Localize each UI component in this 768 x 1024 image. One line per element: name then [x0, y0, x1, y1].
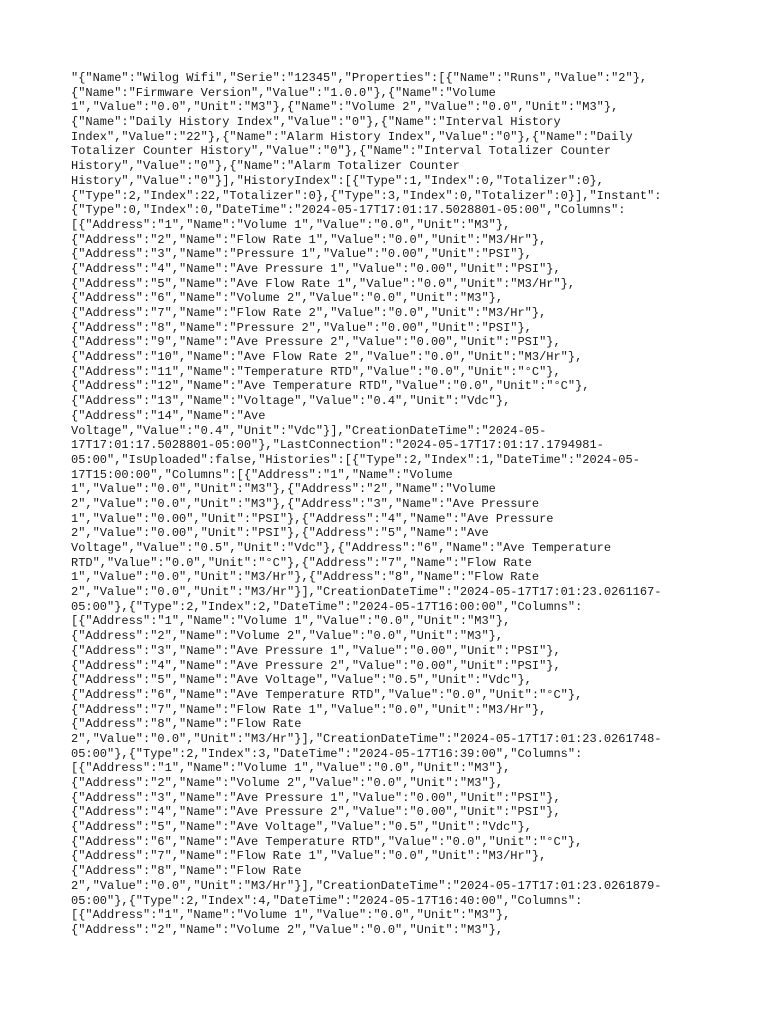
text-line: 17T15:00:00","Columns":[{"Address":"1","Name":"Volume — [71, 467, 453, 482]
text-line: Voltage","Value":"0.5","Unit":"Vdc"},{"Address":"6","Name":"Ave Temperature — [71, 541, 612, 555]
text-line: {"Address":"8","Name":"Flow Rate — [71, 717, 302, 732]
text-line: {"Address":"4","Name":"Ave Pressure 1","Value":"0.00","Unit":"PSI"}, — [71, 261, 561, 276]
text-line: History","Value":"0"},{"Name":"Alarm Totalizer Counter — [71, 159, 460, 174]
text-line: {"Address":"12","Name":"Ave Temperature RTD","Value":"0.0","Unit":"°C"}, — [71, 379, 590, 394]
text-line: [{"Address":"1","Name":"Volume 1","Value":"0.0","Unit":"M3"}, — [71, 614, 511, 629]
text-line: 2","Value":"0.0","Unit":"M3"},{"Address":"3","Name":"Ave Pressure — [71, 496, 540, 511]
text-line: [{"Address":"1","Name":"Volume 1","Value":"0.0","Unit":"M3"}, — [71, 217, 511, 232]
text-line: {"Address":"7","Name":"Flow Rate 2","Value":"0.0","Unit":"M3/Hr"}, — [71, 306, 547, 320]
text-line: {"Address":"6","Name":"Ave Temperature RTD","Value":"0.0","Unit":"°C"}, — [71, 834, 583, 849]
text-line: {"Type":2,"Index":22,"Totalizer":0},{"Type":3,"Index":0,"Totalizer":0}],"Instant": — [71, 188, 662, 203]
text-line: History","Value":"0"}],"HistoryIndex":[{"Type":1,"Index":0,"Totalizer":0}, — [71, 173, 604, 188]
text-line: {"Address":"2","Name":"Flow Rate 1","Value":"0.0","Unit":"M3/Hr"}, — [71, 232, 547, 247]
text-line: {"Address":"14","Name":"Ave — [71, 408, 266, 423]
text-line: {"Address":"7","Name":"Flow Rate 1","Value":"0.0","Unit":"M3/Hr"}, — [71, 702, 547, 717]
text-line: 1","Value":"0.0","Unit":"M3/Hr"},{"Address":"8","Name":"Flow Rate — [71, 570, 540, 585]
text-line: 17T17:01:17.5028801-05:00"},"LastConnection":"2024-05-17T17:01:17.1794981- — [71, 438, 604, 453]
text-line: 1","Value":"0.0","Unit":"M3"},{"Address":"2","Name":"Volume — [71, 482, 496, 497]
text-line: 2","Value":"0.00","Unit":"PSI"},{"Address":"5","Name":"Ave — [71, 526, 489, 541]
text-line: 1","Value":"0.0","Unit":"M3"},{"Name":"Volume 2","Value":"0.0","Unit":"M3"}, — [71, 100, 619, 115]
text-line: 05:00"},{"Type":2,"Index":3,"DateTime":"2024-05-17T16:39:00","Columns": — [71, 746, 583, 761]
text-line: [{"Address":"1","Name":"Volume 1","Value":"0.0","Unit":"M3"}, — [71, 908, 511, 923]
text-line: Voltage","Value":"0.4","Unit":"Vdc"}],"CreationDateTime":"2024-05- — [71, 423, 547, 438]
text-line: {"Name":"Firmware Version","Value":"1.0.0"},{"Name":"Volume — [71, 85, 496, 100]
text-line: {"Address":"4","Name":"Ave Pressure 2","Value":"0.00","Unit":"PSI"}, — [71, 805, 561, 820]
text-line: {"Address":"3","Name":"Ave Pressure 1","Value":"0.00","Unit":"PSI"}, — [71, 790, 561, 805]
text-line: {"Address":"5","Name":"Ave Flow Rate 1","Value":"0.0","Unit":"M3/Hr"}, — [71, 276, 576, 291]
text-line: [{"Address":"1","Name":"Volume 1","Value":"0.0","Unit":"M3"}, — [71, 761, 511, 776]
text-line: {"Address":"6","Name":"Volume 2","Value":"0.0","Unit":"M3"}, — [71, 291, 504, 306]
text-line: {"Address":"8","Name":"Pressure 2","Value":"0.00","Unit":"PSI"}, — [71, 320, 532, 335]
text-line: {"Address":"10","Name":"Ave Flow Rate 2","Value":"0.0","Unit":"M3/Hr"}, — [71, 350, 583, 365]
text-line: Totalizer Counter History","Value":"0"},{"Name":"Interval Totalizer Counter — [71, 144, 612, 159]
text-line: {"Address":"4","Name":"Ave Pressure 2","Value":"0.00","Unit":"PSI"}, — [71, 658, 561, 673]
text-line: {"Type":0,"Index":0,"DateTime":"2024-05-17T17:01:17.5028801-05:00","Columns": — [71, 203, 626, 218]
text-line: {"Address":"5","Name":"Ave Voltage","Value":"0.5","Unit":"Vdc"}, — [71, 673, 532, 688]
text-line: RTD","Value":"0.0","Unit":"°C"},{"Address":"7","Name":"Flow Rate — [71, 555, 532, 570]
text-line: {"Address":"3","Name":"Pressure 1","Value":"0.00","Unit":"PSI"}, — [71, 247, 532, 262]
text-line: {"Address":"8","Name":"Flow Rate — [71, 864, 302, 879]
text-line: 1","Value":"0.00","Unit":"PSI"},{"Address":"4","Name":"Ave Pressure — [71, 511, 554, 526]
text-line: {"Address":"7","Name":"Flow Rate 1","Value":"0.0","Unit":"M3/Hr"}, — [71, 849, 547, 864]
text-line: {"Address":"2","Name":"Volume 2","Value":"0.0","Unit":"M3"}, — [71, 776, 504, 790]
json-text-document — [71, 71, 697, 952]
text-line: 05:00"},{"Type":2,"Index":4,"DateTime":"2024-05-17T16:40:00","Columns": — [71, 893, 583, 908]
text-line — [71, 938, 697, 953]
text-line: {"Address":"3","Name":"Ave Pressure 1","Value":"0.00","Unit":"PSI"}, — [71, 643, 561, 658]
text-line: {"Address":"9","Name":"Ave Pressure 2","Value":"0.00","Unit":"PSI"}, — [71, 335, 561, 350]
text-line: {"Address":"6","Name":"Ave Temperature RTD","Value":"0.0","Unit":"°C"}, — [71, 687, 583, 702]
text-line: {"Address":"2","Name":"Volume 2","Value":"0.0","Unit":"M3"}, — [71, 922, 504, 937]
text-line: {"Name":"Daily History Index","Value":"0"},{"Name":"Interval History — [71, 115, 561, 130]
text-line: {"Address":"13","Name":"Voltage","Value":"0.4","Unit":"Vdc"}, — [71, 394, 511, 409]
text-line: {"Address":"2","Name":"Volume 2","Value":"0.0","Unit":"M3"}, — [71, 629, 504, 644]
text-line: {"Address":"5","Name":"Ave Voltage","Value":"0.5","Unit":"Vdc"}, — [71, 820, 532, 835]
text-line: 2","Value":"0.0","Unit":"M3/Hr"}],"CreationDateTime":"2024-05-17T17:01:23.0261879- — [71, 878, 662, 893]
text-line: {"Address":"11","Name":"Temperature RTD","Value":"0.0","Unit":"°C"}, — [71, 364, 561, 379]
text-line: Index","Value":"22"},{"Name":"Alarm History Index","Value":"0"},{"Name":"Daily — [71, 129, 633, 144]
text-line: 2","Value":"0.0","Unit":"M3/Hr"}],"CreationDateTime":"2024-05-17T17:01:23.0261748- — [71, 731, 662, 746]
text-line: 05:00","IsUploaded":false,"Histories":[{"Type":2,"Index":1,"DateTime":"2024-05- — [71, 452, 640, 467]
text-line: 05:00"},{"Type":2,"Index":2,"DateTime":"2024-05-17T16:00:00","Columns": — [71, 599, 583, 614]
text-line: 2","Value":"0.0","Unit":"M3/Hr"}],"CreationDateTime":"2024-05-17T17:01:23.0261167- — [71, 585, 662, 600]
text-line: "{"Name":"Wilog Wifi","Serie":"12345","Properties":[{"Name":"Runs","Value":"2"}, — [71, 71, 648, 85]
